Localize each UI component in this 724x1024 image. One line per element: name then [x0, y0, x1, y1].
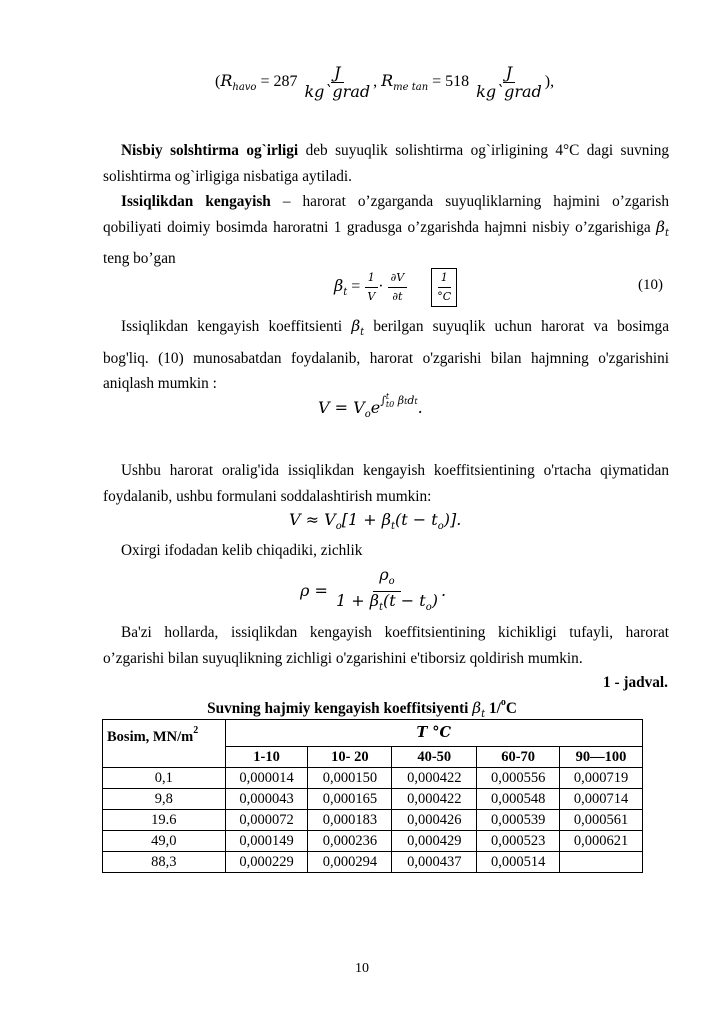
table-row — [103, 810, 643, 831]
exp-limits — [386, 393, 394, 409]
approx-part-3: (t − t — [395, 510, 438, 529]
value-cell: 0,000149 — [225, 831, 308, 852]
table-title-unit: 1/ — [488, 700, 501, 717]
pressure-header-text: Bosim, MN/m — [107, 729, 194, 745]
value-cell: 0,000719 — [560, 768, 643, 789]
temp-column-header: 90—100 — [560, 747, 643, 768]
formula-close-paren: ), — [544, 73, 555, 91]
value-cell: 0,000561 — [560, 810, 643, 831]
pressure-header-sup: 2 — [193, 725, 199, 736]
unit-num-2: J — [503, 64, 515, 83]
expansion-coefficient-table — [102, 719, 643, 873]
approx-sub-3: o — [437, 521, 444, 532]
table-row — [103, 852, 643, 873]
term-relative-weight: Nisbiy solshtirma og`irligi — [121, 142, 299, 159]
paragraph-negligible: Ba'zi hollarda, issiqlikdan kengayish koeffitsientining kichikligi tufayli, harorat o’zgarishi bilan suyuqlikning zichligi o'zgarishini e'tiborsiz qoldirish mumkin. — [103, 624, 669, 667]
table-row — [103, 789, 643, 810]
r-havo-value: = 287 — [260, 73, 298, 91]
eq10-f1-num: 1 — [365, 269, 378, 288]
paragraph-2-tail: teng bo’gan — [103, 250, 176, 267]
eq10-f2-den: ∂t — [392, 290, 403, 303]
exp-e: e — [370, 398, 381, 417]
value-cell: 0,000183 — [308, 810, 392, 831]
eq10-f1-den: V — [367, 290, 376, 303]
approx-sub-2: t — [390, 521, 395, 532]
rho-fraction — [333, 566, 441, 617]
exp-beta-sub: t — [404, 397, 408, 406]
exp-lhs: V = V — [318, 398, 365, 417]
approx-part-4: )]. — [443, 510, 462, 529]
rho-den-3: ) — [431, 591, 438, 610]
pressure-cell: 9,8 — [103, 789, 226, 810]
value-cell: 0,000514 — [477, 852, 560, 873]
eq10-fraction-2 — [388, 269, 408, 306]
eq10-dot: · — [378, 278, 384, 296]
eq10-f2-num: ∂V — [388, 269, 408, 288]
value-cell: 0,000539 — [477, 810, 560, 831]
value-cell: 0,000621 — [560, 831, 643, 852]
equation-number-10: (10) — [638, 277, 663, 293]
eq10-unit-num: 1 — [438, 269, 451, 288]
paragraph-3-text-2: berilgan suyuqlik uchun harorat va bosimga bog'liq. (10) munosabatdan foydalanib, harorat o'zgarishi bilan hajmning o'zgarishini aniqlash mumkin : — [103, 318, 669, 392]
temp-column-header: 10- 20 — [308, 747, 392, 768]
paragraph-coefficient — [103, 314, 669, 397]
rho-lhs: ρ = — [300, 581, 333, 600]
r-metan: R — [381, 71, 394, 91]
temp-column-header: 40-50 — [392, 747, 477, 768]
table-title-unit-sup: o — [500, 697, 506, 708]
eq10-beta-sub: t — [343, 287, 348, 299]
value-cell: 0,000426 — [392, 810, 477, 831]
beta-symbol: β — [656, 217, 665, 236]
exp-end: . — [417, 398, 423, 417]
formula-separator: , — [373, 73, 378, 91]
equation-approx — [289, 510, 461, 532]
exp-d-sub: t — [414, 397, 418, 406]
pressure-cell: 0,1 — [103, 768, 226, 789]
value-cell: 0,000437 — [392, 852, 477, 873]
unit-den-2: kg`grad — [476, 82, 542, 101]
table-header-row-1 — [103, 720, 643, 747]
eq10-beta: β — [334, 276, 344, 296]
paragraph-1-text: deb suyuqlik solishtirma og`irligining 4°C dagi suvning solishtirma og`irligiga nisbatiga aytiladi. — [103, 142, 669, 185]
exp-lim-top: t — [385, 392, 390, 401]
paragraph-2-text: – harorat o’zgarganda suyuqliklarning hajmini o’zgarish qobiliyati doimiy bosimda haroratni 1 gradusga o’zgarishda hajmni nisbiy o’zgarishiga — [103, 193, 669, 236]
eq10-fraction-1 — [364, 269, 378, 306]
table-title-beta — [472, 699, 486, 720]
value-cell: 0,000422 — [392, 768, 477, 789]
value-cell: 0,000043 — [225, 789, 308, 810]
temperature-group-header: T °C — [225, 720, 642, 747]
value-cell: 0,000556 — [477, 768, 560, 789]
rho-den-2: (t − t — [383, 591, 426, 610]
table-label: 1 - jadval. — [602, 674, 668, 691]
page-number: 10 — [355, 961, 369, 976]
table-title-beta-symbol: β — [472, 699, 482, 717]
beta-subscript-2: t — [360, 327, 365, 338]
paragraph-density: Oxirgi ifodadan kelib chiqadiki, zichlik — [121, 542, 363, 559]
table-title-unit-c: C — [505, 700, 517, 717]
unit-num-1: J — [331, 64, 343, 83]
exp-exponent — [380, 394, 417, 407]
beta-symbol-2: β — [351, 317, 361, 335]
equation-density — [300, 566, 446, 617]
eq10-equals: = — [347, 278, 365, 296]
exp-beta: β — [397, 394, 405, 407]
rho-den — [333, 592, 441, 617]
beta-subscript: t — [664, 227, 669, 239]
pressure-cell: 49,0 — [103, 831, 226, 852]
table-row — [103, 768, 643, 789]
rho-num-sub: o — [388, 576, 395, 587]
rho-den-1: 1 + β — [335, 591, 379, 610]
rho-num — [373, 566, 400, 592]
r-metan-value: = 518 — [432, 73, 470, 91]
r-havo: R — [220, 71, 233, 91]
table-title-beta-sub: t — [481, 709, 486, 720]
value-cell: 0,000429 — [392, 831, 477, 852]
approx-sub-1: o — [335, 521, 342, 532]
value-cell: 0,000072 — [225, 810, 308, 831]
exp-v0-sub: o — [364, 409, 371, 420]
paragraph-3-text-1: Issiqlikdan kengayish koeffitsienti — [121, 318, 352, 335]
eq10-unit-fraction — [434, 269, 454, 306]
rho-den-sub: t — [379, 602, 384, 613]
approx-part-1: V ≈ V — [289, 510, 336, 529]
temp-column-header: 60-70 — [477, 747, 560, 768]
temp-column-header: 1-10 — [225, 747, 308, 768]
rho-num-symbol: ρ — [379, 565, 389, 584]
value-cell: 0,000714 — [560, 789, 643, 810]
eq10-unit-den: °C — [437, 290, 452, 303]
term-thermal-expansion: Issiqlikdan kengayish — [121, 193, 271, 210]
value-cell: 0,000150 — [308, 768, 392, 789]
value-cell — [560, 852, 643, 873]
exp-d: d — [407, 394, 415, 407]
pressure-cell: 19.6 — [103, 810, 226, 831]
value-cell: 0,000014 — [225, 768, 308, 789]
equation-10 — [334, 268, 457, 307]
table-row — [103, 831, 643, 852]
value-cell: 0,000165 — [308, 789, 392, 810]
value-cell: 0,000523 — [477, 831, 560, 852]
pressure-column-header — [103, 720, 226, 768]
havo-subscript: havo — [232, 82, 257, 94]
gas-constants-formula — [215, 64, 554, 101]
value-cell: 0,000422 — [392, 789, 477, 810]
table-title — [0, 697, 724, 720]
value-cell: 0,000229 — [225, 852, 308, 873]
unit-fraction-1 — [301, 64, 373, 101]
paragraph-thermal-expansion — [103, 189, 669, 272]
eq10-unit-bracket — [431, 268, 457, 307]
paragraph-average-coefficient: Ushbu harorat oralig'ida issiqlikdan kengayish koeffitsientining o'rtacha qiymatidan foydalanib, ushbu formulani soddalashtirish mumkin: — [103, 462, 669, 505]
pressure-cell: 88,3 — [103, 852, 226, 873]
value-cell: 0,000294 — [308, 852, 392, 873]
unit-fraction-2 — [473, 64, 545, 101]
unit-den-1: kg`grad — [304, 82, 371, 101]
formula-open-paren: ( — [215, 73, 221, 91]
table-title-text: Suvning hajmiy kengayish koeffitsiyenti — [207, 700, 469, 717]
value-cell: 0,000236 — [308, 831, 392, 852]
paragraph-relative-weight — [103, 138, 669, 189]
approx-part-2: [1 + β — [341, 510, 391, 529]
exp-integral: ∫ — [380, 394, 386, 407]
rho-end: . — [441, 581, 447, 600]
metan-subscript: me tan — [393, 82, 429, 94]
value-cell: 0,000548 — [477, 789, 560, 810]
equation-exponential — [318, 393, 423, 420]
exp-lim-bot: t0 — [385, 400, 395, 409]
rho-den-sub-2: o — [425, 602, 432, 613]
